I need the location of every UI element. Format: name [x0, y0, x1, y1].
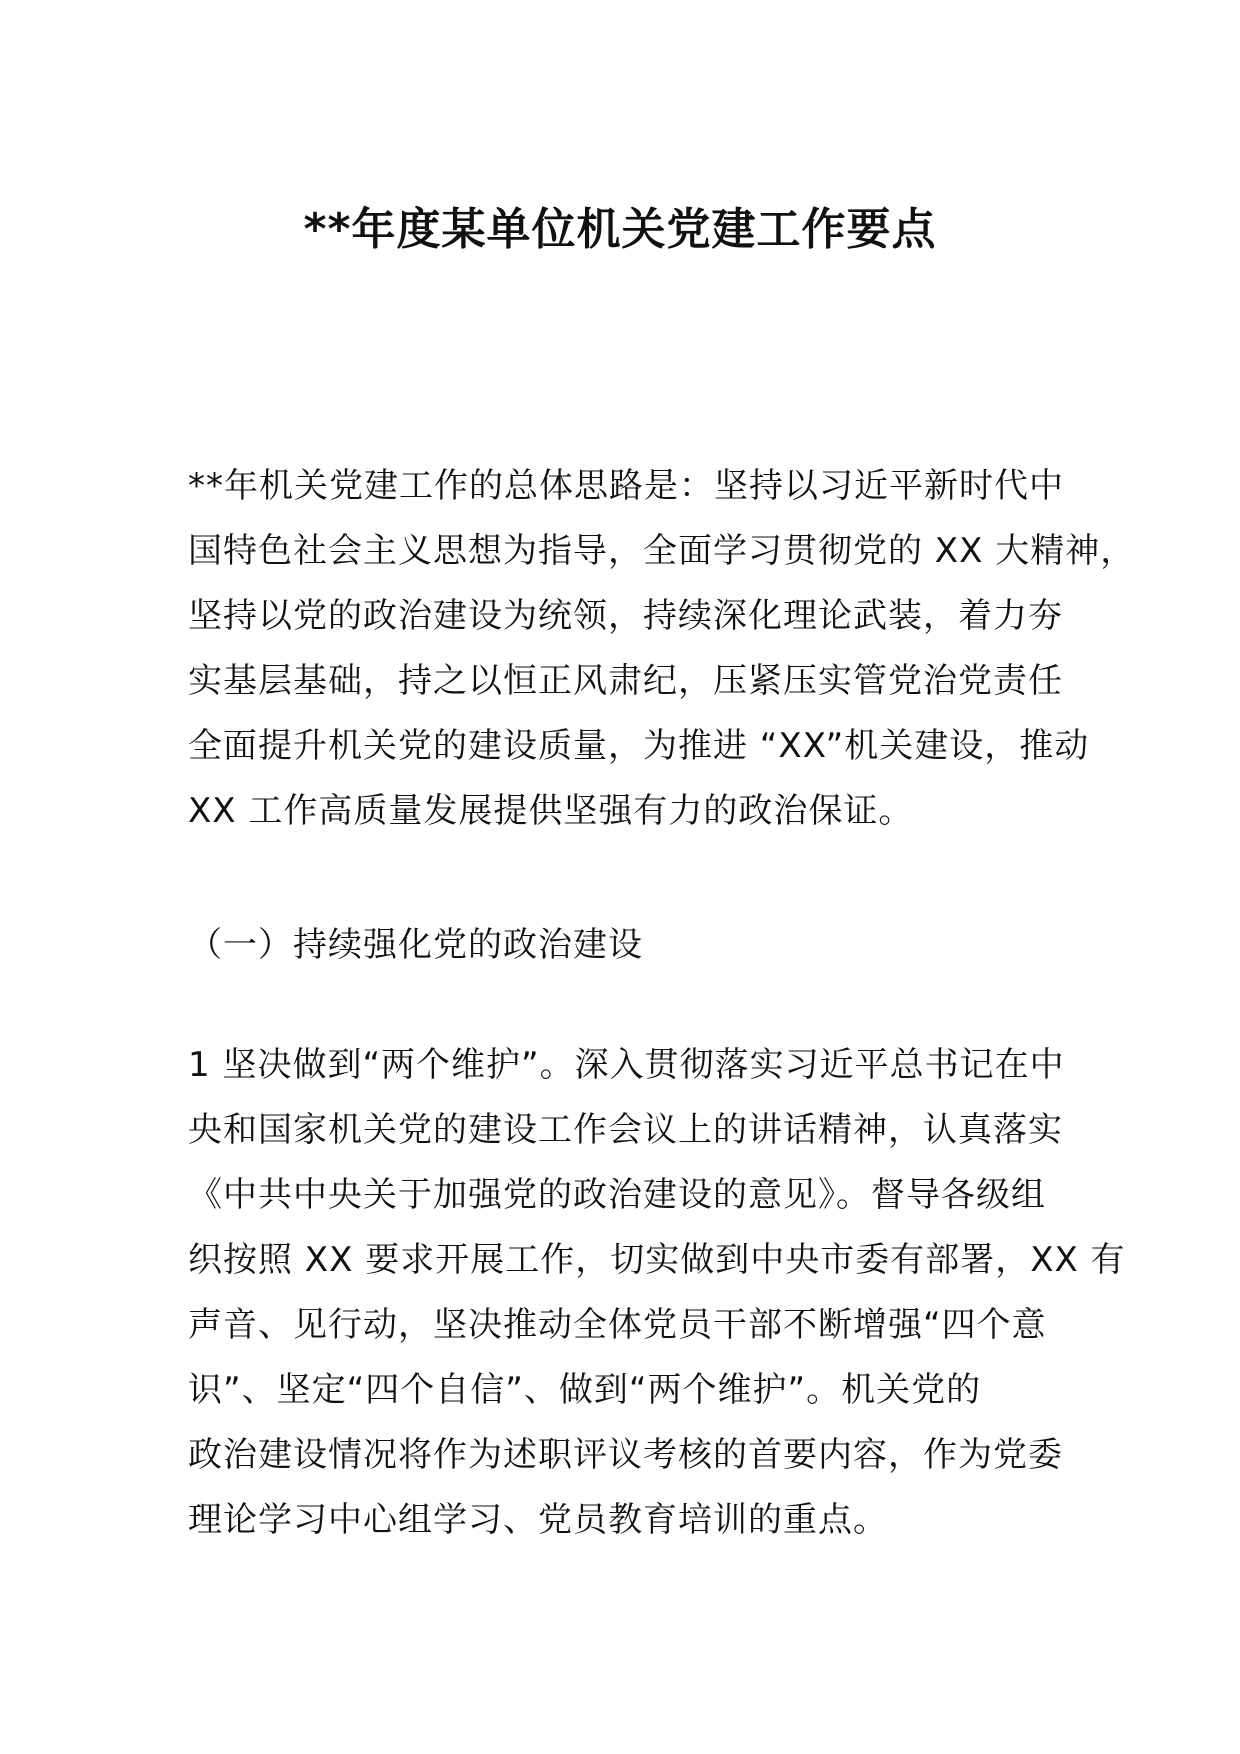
paragraph-line: 《中共中央关于加强党的政治建设的意见》。督导各级组	[188, 1175, 1046, 1215]
section-heading-text: （一）持续强化党的政治建设	[188, 925, 643, 965]
paragraph-line: 识”、坚定“四个自信”、做到“两个维护”。机关党的	[188, 1370, 982, 1410]
paragraph-line: 全面提升机关党的建设质量，为推进 “XX”机关建设，推动	[188, 726, 1090, 766]
paragraph-line: 政治建设情况将作为述职评议考核的首要内容，作为党委	[188, 1435, 1063, 1475]
overview-paragraph	[188, 454, 1136, 844]
section-heading	[188, 913, 1058, 978]
paragraph-line: 国特色社会主义思想为指导，全面学习贯彻党的 XX 大精神，	[188, 531, 1136, 571]
paragraph-line: 1 坚决做到“两个维护”。深入贯彻落实习近平总书记在中	[188, 1045, 1065, 1085]
paragraph-line: 央和国家机关党的建设工作会议上的讲话精神，认真落实	[188, 1110, 1063, 1150]
paragraph-line: 织按照 XX 要求开展工作，切实做到中央市委有部署，XX 有	[188, 1240, 1126, 1280]
paragraph-line: XX 工作高质量发展提供坚强有力的政治保证。	[188, 791, 914, 831]
paragraph-line: 声音、见行动，坚决推动全体党员干部不断增强“四个意	[188, 1305, 1047, 1345]
paragraph-line: **年机关党建工作的总体思路是：坚持以习近平新时代中	[188, 466, 1064, 506]
paragraph-line: 理论学习中心组学习、党员教育培训的重点。	[188, 1500, 888, 1540]
document-title: **年度某单位机关党建工作要点	[303, 204, 937, 255]
paragraph-line: 实基层基础，持之以恒正风肃纪，压紧压实管党治党责任	[188, 661, 1063, 701]
item-1-paragraph	[188, 1033, 1126, 1553]
paragraph-line: 坚持以党的政治建设为统领，持续深化理论武装，着力夯	[188, 596, 1063, 636]
